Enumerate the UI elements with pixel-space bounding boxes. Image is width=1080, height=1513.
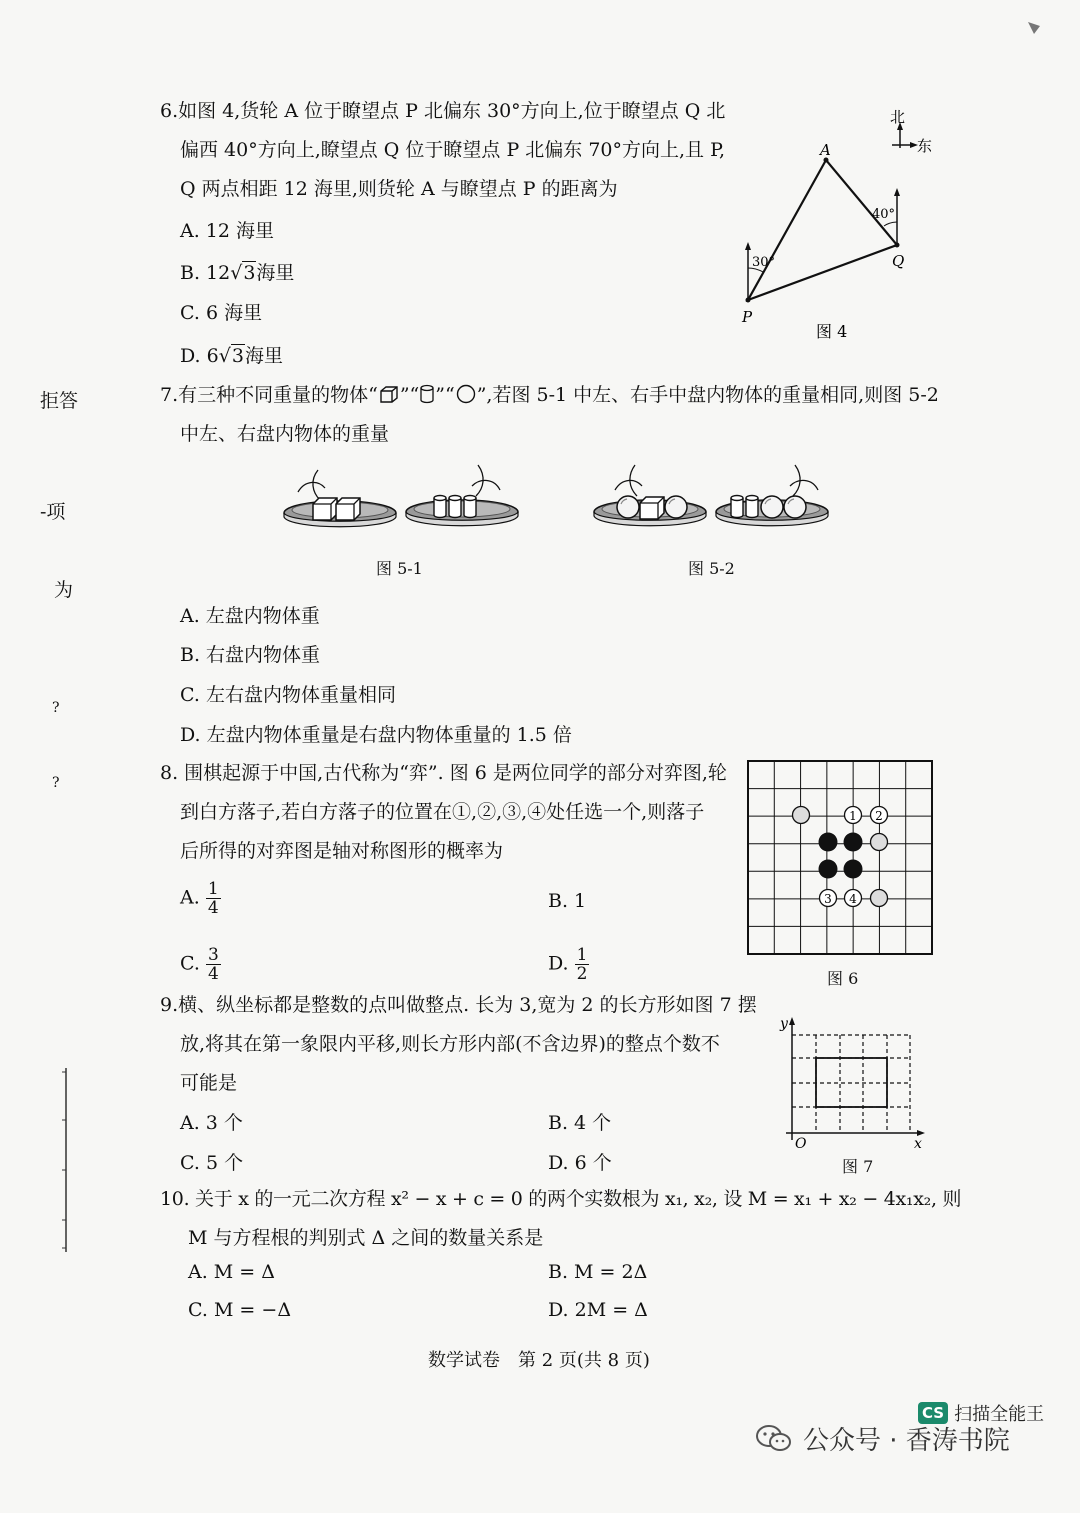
q6-option-d-radicand: 3	[231, 345, 244, 367]
triangle-apq	[748, 160, 897, 300]
cs-badge-icon: CS	[918, 1402, 948, 1424]
figure-6-caption: 图 6	[827, 969, 859, 988]
figure-5-1-caption: 图 5-1	[376, 559, 423, 578]
q7-stem-part-1: 7.有三种不同重量的物体“	[160, 384, 378, 406]
q8-option-d-label: D.	[548, 952, 569, 975]
axis-x-label: x	[914, 1136, 922, 1152]
point-a-label: A	[820, 141, 831, 159]
q10-stem-line-1: 10. 关于 x 的一元二次方程 x² − x + c = 0 的两个实数根为 x₁, x₂, 设 M = x₁ + x₂ − 4x₁x₂, 则	[160, 1188, 962, 1210]
compass-east-label: 东	[917, 137, 933, 155]
q6-stem-line-3: Q 两点相距 12 海里,则货轮 A 与瞭望点 P 的距离为	[180, 178, 618, 200]
figure-5	[275, 455, 840, 545]
q10-option-c: C. M = −Δ	[188, 1299, 292, 1321]
q6-option-b: B. 12√3海里	[180, 262, 295, 284]
q6-option-c: C. 6 海里	[180, 302, 263, 324]
q9-option-a: A. 3 个	[180, 1112, 243, 1134]
q7-option-b: B. 右盘内物体重	[180, 644, 321, 666]
q8-option-a	[180, 880, 221, 917]
q7-stem-part-3: ”“	[435, 384, 455, 406]
margin-fragment-3: 为	[54, 579, 74, 601]
q9-stem	[160, 986, 760, 1103]
point-p-label: P	[742, 308, 753, 326]
q9-option-c: C. 5 个	[180, 1152, 244, 1174]
margin-fragment-1: 拒答	[40, 390, 79, 412]
q6-option-b-unit: 海里	[256, 262, 295, 284]
position-3-label: 3	[824, 892, 832, 906]
q6-option-d-coef: D. 6	[180, 345, 219, 367]
q8-option-a-label: A.	[180, 886, 200, 909]
q8-option-c-fraction	[206, 946, 221, 983]
origin-label: O	[795, 1136, 807, 1152]
q6-option-d: D. 6√3海里	[180, 345, 283, 367]
position-4-label: 4	[849, 892, 857, 906]
figure-4-caption: 图 4	[816, 322, 848, 341]
margin-fragment-2: -项	[40, 501, 66, 523]
q8-option-c-label: C.	[180, 952, 200, 975]
q8-option-a-fraction	[206, 880, 221, 917]
q7-option-a: A. 左盘内物体重	[180, 605, 320, 627]
q8-option-d	[548, 946, 589, 983]
figure-6-go-board	[745, 758, 935, 958]
angle-arc-q	[884, 222, 897, 226]
q7-stem-part-2: ”“	[399, 384, 420, 406]
figure-4	[735, 100, 945, 345]
q7-option-c: C. 左右盘内物体重量相同	[180, 684, 396, 706]
scanner-label: 扫描全能王	[954, 1404, 1045, 1425]
q6-stem	[160, 92, 740, 209]
q8-option-c	[180, 946, 221, 983]
axis-y-label: y	[780, 1016, 788, 1032]
point-q-label: Q	[892, 252, 905, 270]
wechat-account-label: 公众号 · 香涛书院	[803, 1426, 1010, 1456]
position-2-label: 2	[875, 809, 883, 823]
plate-5-1-left	[284, 470, 396, 527]
binding-margin-marks	[56, 1060, 72, 1260]
figure-7	[775, 1012, 935, 1152]
sphere-icon	[455, 384, 477, 404]
angle-q-label: 40°	[872, 207, 896, 222]
figure-5-2-caption: 图 5-2	[688, 559, 735, 578]
plate-5-2-left	[594, 465, 706, 526]
wechat-watermark	[755, 1420, 1010, 1457]
q8-option-d-den: 2	[576, 964, 588, 984]
compass-north-label: 北	[890, 108, 906, 126]
q7-stem-part-4: ”,若图 5-1 中左、右手中盘内物体的重量相同,则图 5-2	[476, 384, 939, 406]
q6-option-a: A. 12 海里	[180, 220, 275, 242]
margin-fragment-4: ?	[52, 700, 60, 716]
q10-option-b: B. M = 2Δ	[548, 1261, 648, 1283]
q9-stem-line-3: 可能是	[180, 1072, 238, 1094]
figure-7-caption: 图 7	[842, 1157, 874, 1176]
q8-stem-line-2: 到白方落子,若白方落子的位置在①,②,③,④处任选一个,则落子	[180, 801, 705, 823]
dashed-grid	[792, 1035, 910, 1133]
position-1-label: 1	[849, 809, 857, 823]
page-footer: 数学试卷 第 2 页(共 8 页)	[428, 1350, 650, 1371]
q8-option-a-num: 1	[207, 879, 219, 899]
q8-stem-line-3: 后所得的对弈图是轴对称图形的概率为	[180, 840, 504, 862]
q6-stem-line-1: 6.如图 4,货轮 A 位于瞭望点 P 北偏东 30°方向上,位于瞭望点 Q 北	[160, 100, 726, 122]
q7-option-d: D. 左盘内物体重量是右盘内物体重量的 1.5 倍	[180, 724, 572, 746]
q10-option-a: A. M = Δ	[188, 1261, 275, 1283]
q7-stem-line-2: 中左、右盘内物体的重量	[180, 423, 390, 445]
corner-mark-icon	[1024, 18, 1044, 38]
q8-option-d-fraction	[575, 946, 590, 983]
margin-fragment-5: ?	[52, 775, 60, 791]
angle-p-label: 30°	[752, 255, 776, 270]
q8-option-c-den: 4	[207, 964, 219, 984]
q8-option-a-den: 4	[207, 898, 219, 918]
wechat-icon	[755, 1424, 793, 1454]
q6-option-d-unit: 海里	[244, 345, 283, 367]
q6-stem-line-2: 偏西 40°方向上,瞭望点 Q 位于瞭望点 P 北偏东 70°方向上,且 P,	[180, 139, 726, 161]
q8-stem-line-1: 8. 围棋起源于中国,古代称为“弈”. 图 6 是两位同学的部分对弈图,轮	[160, 762, 727, 784]
q8-option-d-num: 1	[576, 945, 588, 965]
q9-option-b: B. 4 个	[548, 1112, 612, 1134]
plate-5-1-right	[406, 465, 518, 526]
plate-5-2-right	[716, 465, 828, 526]
q10-option-d: D. 2M = Δ	[548, 1299, 648, 1321]
q9-option-d: D. 6 个	[548, 1152, 612, 1174]
cylinder-icon	[419, 384, 435, 404]
q8-option-c-num: 3	[207, 945, 219, 965]
q6-option-b-radicand: 3	[243, 262, 256, 284]
q8-stem	[160, 754, 750, 871]
cube-icon	[378, 384, 400, 404]
q6-option-b-coef: B. 12	[180, 262, 231, 284]
q9-stem-line-2: 放,将其在第一象限内平移,则长方形内部(不含边界)的整点个数不	[180, 1033, 720, 1055]
q10-stem-line-2: M 与方程根的判别式 Δ 之间的数量关系是	[188, 1227, 544, 1249]
q9-stem-line-1: 9.横、纵坐标都是整数的点叫做整点. 长为 3,宽为 2 的长方形如图 7 摆	[160, 994, 757, 1016]
q8-option-b: B. 1	[548, 890, 587, 912]
q7-stem-line-1	[160, 376, 939, 415]
